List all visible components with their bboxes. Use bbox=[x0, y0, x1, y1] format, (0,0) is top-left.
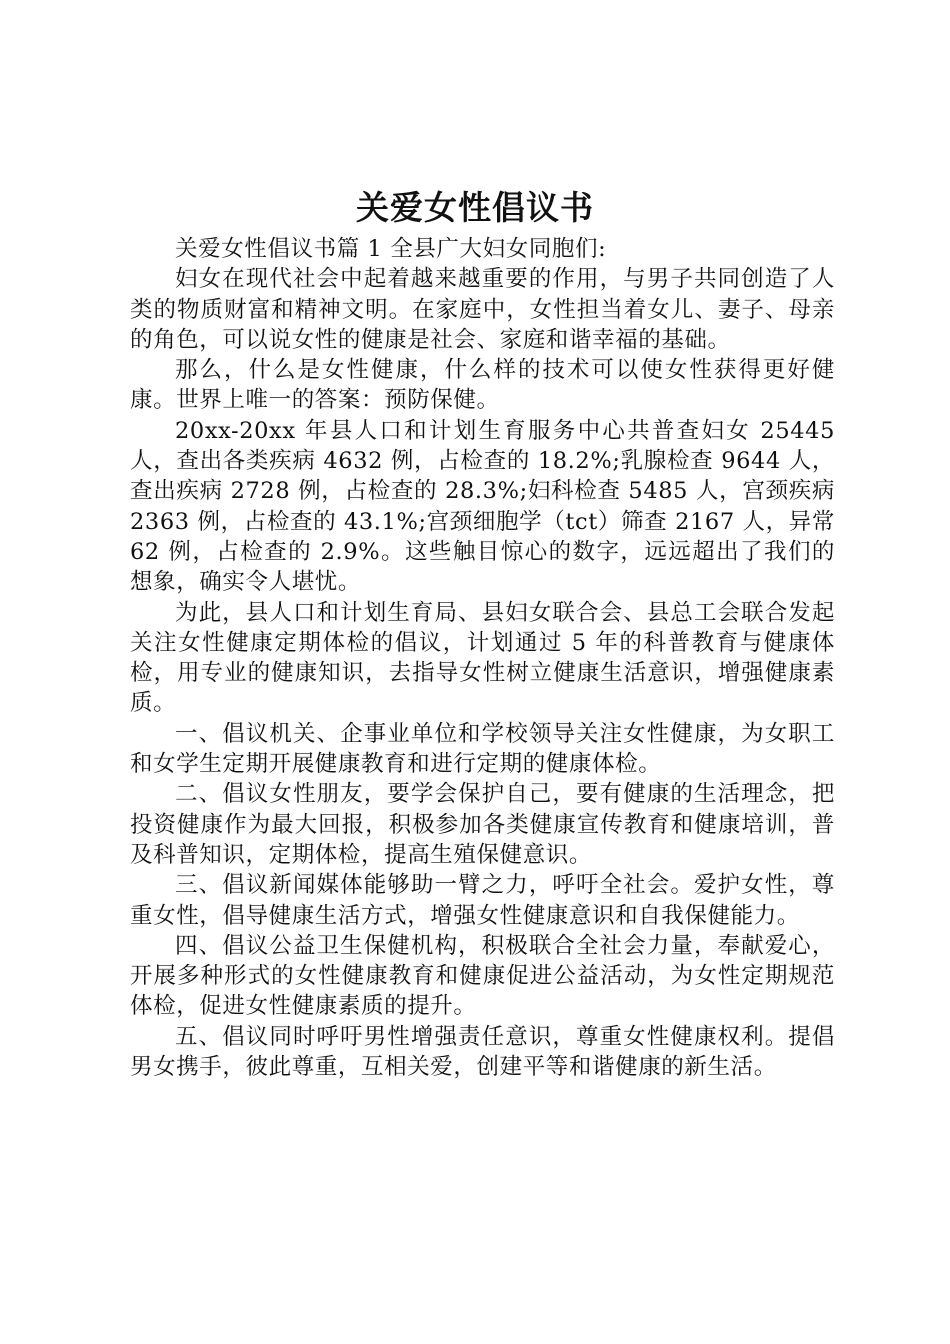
paragraph-item-4: 四、倡议公益卫生保健机构，积极联合全社会力量，奉献爱心，开展多种形式的女性健康教育和健康促进公益活动，为女性定期规范体检，促进女性健康素质的提升。 bbox=[130, 932, 835, 1020]
paragraph-intro: 妇女在现代社会中起着越来越重要的作用，与男子共同创造了人类的物质财富和精神文明。在家庭中，女性担当着女儿、妻子、母亲的角色，可以说女性的健康是社会、家庭和谐幸福的基础。 bbox=[130, 266, 835, 353]
document-body bbox=[130, 234, 835, 1082]
paragraph-item-5: 五、倡议同时呼吁男性增强责任意识，尊重女性健康权利。提倡男女携手，彼此尊重，互相关爱，创建平等和谐健康的新生活。 bbox=[130, 1023, 835, 1081]
paragraph-item-1: 一、倡议机关、企事业单位和学校领导关注女性健康，为女职工和女学生定期开展健康教育和进行定期的健康体检。 bbox=[130, 720, 835, 778]
paragraph-initiative: 为此，县人口和计划生育局、县妇女联合会、县总工会联合发起关注女性健康定期体检的倡议，计划通过 5 年的科普教育与健康体检，用专业的健康知识，去指导女性树立健康生活意识，增强健康素质。 bbox=[130, 599, 835, 717]
paragraph-item-2: 二、倡议女性朋友，要学会保护自己，要有健康的生活理念，把投资健康作为最大回报，积极参加各类健康宣传教育和健康培训，普及科普知识，定期体检，提高生殖保健意识。 bbox=[130, 781, 835, 868]
paragraph-item-3: 三、倡议新闻媒体能够助一臂之力，呼吁全社会。爱护女性，尊重女性，倡导健康生活方式，增强女性健康意识和自我保健能力。 bbox=[130, 872, 835, 929]
document-title: 关爱女性倡议书 bbox=[356, 188, 594, 227]
paragraph-statistics: 20xx-20xx 年县人口和计划生育服务中心共普查妇女 25445 人，查出各类疾病 4632 例，占检查的 18.2%;乳腺检查 9644 人，查出疾病 2728 例，占检查的 28.3%;妇科检查 5485 人，宫颈疾病 2363 例，占检查的 43.1%;宫颈细胞学（tct）筛查 2167 人，异常 62 例，占检查的 2.9%。这些触目惊心的数字，远远超出了我们的想象，确实令人堪忧。 bbox=[130, 417, 835, 596]
paragraph-greeting: 关爱女性倡议书篇 1 全县广大妇女同胞们: bbox=[175, 236, 607, 262]
paragraph-question: 那么，什么是女性健康，什么样的技术可以使女性获得更好健康。世界上唯一的答案：预防保健。 bbox=[130, 357, 835, 414]
